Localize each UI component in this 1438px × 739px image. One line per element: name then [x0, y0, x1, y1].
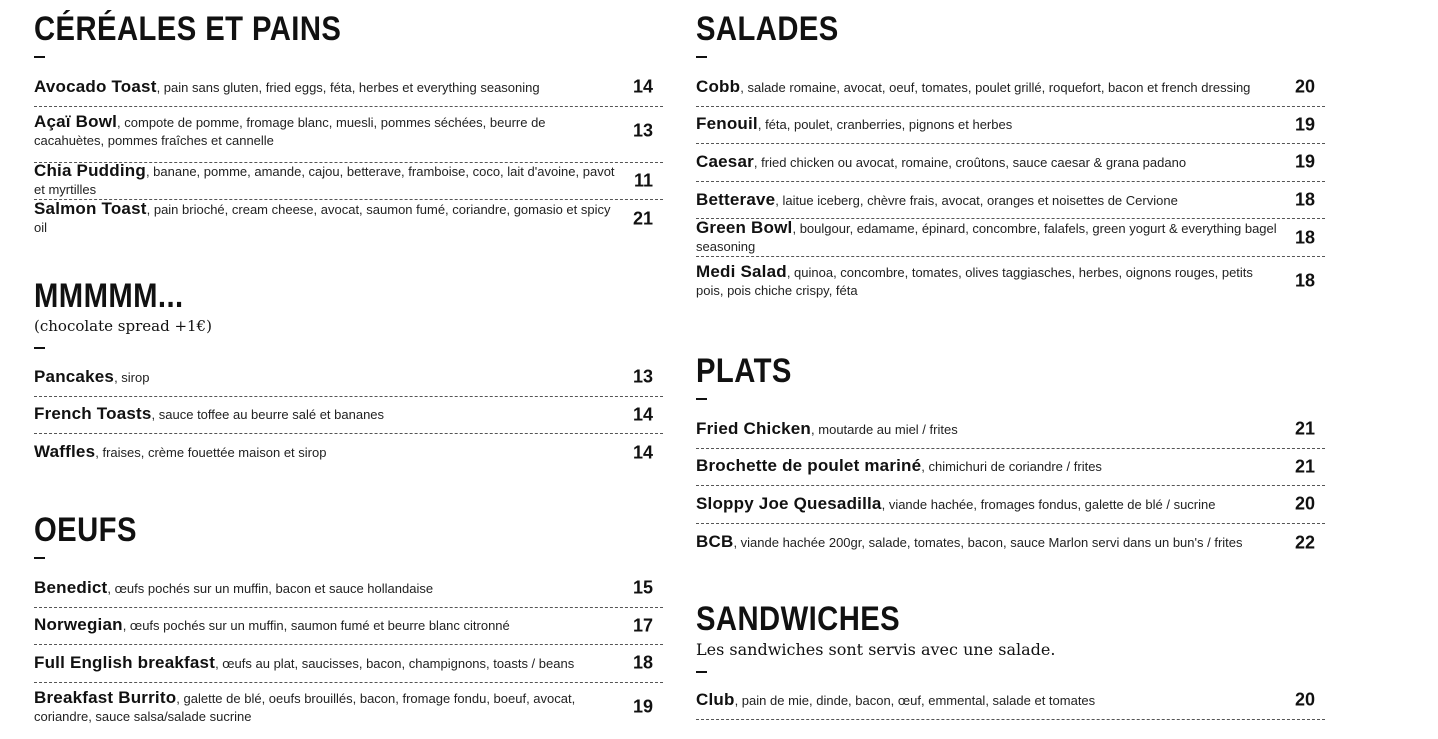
item-name: Club — [696, 689, 735, 709]
section-salades — [696, 12, 1325, 58]
item-name: Avocado Toast — [34, 76, 157, 96]
menu-item — [34, 397, 663, 435]
item-price: 18 — [1294, 270, 1315, 291]
item-name: Sloppy Joe Quesadilla — [696, 493, 882, 513]
item-price: 14 — [632, 442, 653, 463]
section-subtitle: Les sandwiches sont servis avec une salade. — [696, 640, 1056, 659]
menu-item — [696, 682, 1325, 720]
section-sandwiches — [696, 602, 1325, 673]
item-description: , œufs pochés sur un muffin, saumon fumé et beurre blanc citronné — [122, 618, 510, 634]
item-name: Salmon Toast — [34, 199, 147, 219]
item-name: Waffles — [34, 442, 96, 462]
item-price: 20 — [1294, 76, 1315, 97]
item-name: Cobb — [696, 76, 741, 96]
item-description: , viande hachée 200gr, salade, tomates, bacon, sauce Marlon servi dans un bun's / frites — [733, 535, 1243, 551]
item-name: Full English breakfast — [34, 652, 216, 672]
cereales-items — [34, 69, 663, 238]
item-description: , quinoa, concombre, tomates, olives taggiasches, herbes, oignons rouges, petits pois, pois chiche crispy, féta — [696, 264, 1253, 298]
menu-item — [696, 411, 1325, 449]
item-description: , féta, poulet, cranberries, pignons et herbes — [757, 117, 1013, 133]
menu-item — [34, 163, 663, 201]
menu-item — [34, 683, 663, 739]
item-name: Betterave — [696, 189, 776, 209]
item-description: , sauce toffee au beurre salé et bananes — [151, 407, 385, 423]
section-plats — [696, 354, 1325, 400]
section-title: SANDWICHES — [696, 600, 901, 638]
item-name: Açaï Bowl — [34, 111, 118, 131]
menu-item — [696, 257, 1325, 313]
item-description: , viande hachée, fromages fondus, galette de blé / sucrine — [881, 496, 1216, 512]
item-description: , fried chicken ou avocat, romaine, croûtons, sauce caesar & grana padano — [753, 154, 1187, 170]
item-price: 17 — [632, 615, 653, 636]
item-price: 18 — [632, 652, 653, 673]
menu-item — [34, 645, 663, 683]
item-name: Benedict — [34, 577, 108, 597]
section-mmmmm — [34, 279, 663, 349]
item-price: 20 — [1294, 689, 1315, 710]
item-name: French Toasts — [34, 404, 152, 424]
section-divider — [34, 56, 45, 58]
menu-item — [34, 608, 663, 646]
item-description: , chimichuri de coriandre / frites — [921, 459, 1102, 475]
item-description: , sirop — [114, 369, 150, 385]
item-price: 14 — [632, 76, 653, 97]
section-divider — [696, 56, 707, 58]
menu-item — [696, 219, 1325, 257]
oeufs-items — [34, 570, 663, 739]
item-description: , salade romaine, avocat, oeuf, tomates, poulet grillé, roquefort, bacon et french dressing — [740, 79, 1251, 95]
item-price: 18 — [1294, 227, 1315, 248]
item-description: , compote de pomme, fromage blanc, muesli, pommes séchées, beurre de cacahuètes, pommes fraîches et cannelle — [34, 114, 546, 148]
item-description: , banane, pomme, amande, cajou, betterave, framboise, coco, lait d'avoine, pavot et myrtilles — [34, 164, 615, 198]
item-price: 14 — [632, 404, 653, 425]
item-price: 19 — [1294, 151, 1315, 172]
item-description: , laitue iceberg, chèvre frais, avocat, oranges et noisettes de Cervione — [775, 192, 1178, 208]
item-price: 21 — [632, 208, 653, 229]
menu-item — [34, 570, 663, 608]
item-name: Medi Salad — [696, 261, 787, 281]
menu-item — [696, 182, 1325, 220]
section-divider — [696, 671, 707, 673]
section-divider — [34, 557, 45, 559]
salades-items — [696, 69, 1325, 313]
mmmmm-items — [34, 359, 663, 472]
item-name: Norwegian — [34, 615, 123, 635]
item-description: , pain de mie, dinde, bacon, œuf, emmental, salade et tomates — [734, 692, 1096, 708]
menu-item — [34, 200, 663, 238]
menu-item — [696, 144, 1325, 182]
section-oeufs — [34, 513, 663, 559]
sandwiches-items — [696, 682, 1325, 720]
item-price: 19 — [1294, 114, 1315, 135]
menu-item — [696, 69, 1325, 107]
item-description: , fraises, crème fouettée maison et sirop — [95, 445, 327, 461]
menu-item — [34, 107, 663, 163]
plats-items — [696, 411, 1325, 561]
menu-item — [696, 107, 1325, 145]
item-price: 22 — [1294, 532, 1315, 553]
item-price: 21 — [1294, 456, 1315, 477]
menu-item — [34, 69, 663, 107]
item-price: 13 — [632, 120, 653, 141]
menu-item — [34, 434, 663, 472]
section-title: MMMMM... — [34, 277, 184, 315]
item-name: BCB — [696, 532, 734, 552]
menu-item — [696, 486, 1325, 524]
item-description: , œufs pochés sur un muffin, bacon et sauce hollandaise — [107, 580, 434, 596]
item-description: , boulgour, edamame, épinard, concombre, falafels, green yogurt & everything bagel seasoning — [696, 221, 1277, 255]
item-price: 21 — [1294, 418, 1315, 439]
section-subtitle: (chocolate spread +1€) — [34, 317, 212, 335]
section-divider — [696, 398, 707, 400]
item-name: Chia Pudding — [34, 161, 146, 181]
item-price: 13 — [632, 366, 653, 387]
item-name: Green Bowl — [696, 218, 793, 238]
item-name: Breakfast Burrito — [34, 687, 177, 707]
item-description: , pain sans gluten, fried eggs, féta, herbes et everything seasoning — [156, 79, 540, 95]
section-title: SALADES — [696, 10, 839, 48]
item-price: 15 — [632, 577, 653, 598]
item-description: , œufs au plat, saucisses, bacon, champignons, toasts / beans — [215, 655, 575, 671]
item-name: Pancakes — [34, 366, 115, 386]
section-title: PLATS — [696, 352, 792, 390]
item-name: Caesar — [696, 151, 754, 171]
item-price: 20 — [1294, 493, 1315, 514]
item-price: 19 — [632, 696, 653, 717]
section-cereales — [34, 12, 663, 58]
item-name: Fried Chicken — [696, 418, 812, 438]
menu-item — [696, 524, 1325, 562]
item-name: Brochette de poulet mariné — [696, 456, 922, 476]
item-name: Fenouil — [696, 114, 758, 134]
item-description: , pain brioché, cream cheese, avocat, saumon fumé, coriandre, gomasio et spicy oil — [34, 202, 611, 236]
section-title: CÉRÉALES ET PAINS — [34, 10, 342, 48]
menu-item — [34, 359, 663, 397]
item-price: 11 — [633, 170, 653, 191]
section-divider — [34, 347, 45, 349]
section-title: OEUFS — [34, 511, 137, 549]
menu-item — [696, 449, 1325, 487]
item-price: 18 — [1294, 189, 1315, 210]
item-description: , moutarde au miel / frites — [811, 421, 958, 437]
item-description: , galette de blé, oeufs brouillés, bacon, fromage fondu, boeuf, avocat, coriandre, sauce salsa/salade sucrine — [34, 690, 576, 724]
